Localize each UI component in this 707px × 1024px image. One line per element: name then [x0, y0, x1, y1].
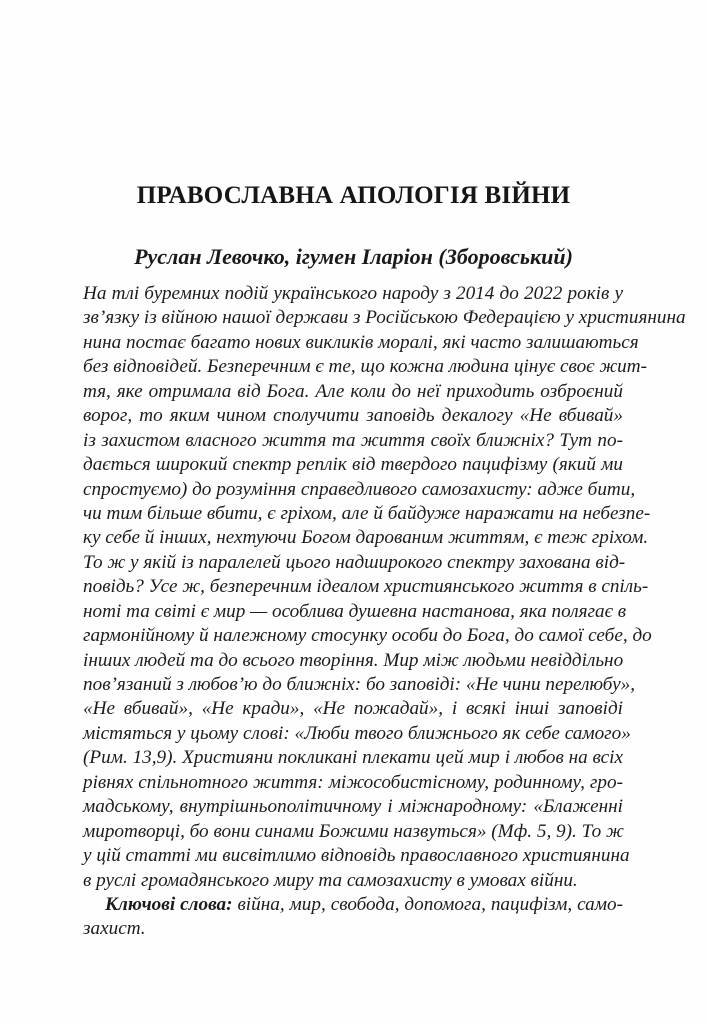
abstract-line: ку себе й інших, нехтуючи Богом дарованим життям, є теж гріхом.: [83, 527, 649, 549]
abstract-line: інших людей та до всього творіння. Мир між людьми невіддільно: [83, 649, 624, 671]
abstract-line: повідь? Усе ж, безперечним ідеалом християнського життя в спіль-: [83, 576, 649, 598]
abstract-line: мадському, внутрішньополітичному і міжнародному: «Блаженні: [83, 796, 623, 818]
abstract-line: нина постає багато нових викликів моралі, які часто залишаються: [83, 331, 639, 353]
abstract-line: зв’язку із війною нашої держави з Російською Федерацією у християнина: [83, 307, 686, 329]
abstract-line: спростуємо) до розуміння справедливого самозахисту: адже бити,: [83, 478, 636, 500]
abstract-line: чи тим більше вбити, є гріхом, але й байдуже наражати на небезпе-: [83, 502, 651, 524]
abstract-line: у цій статті ми висвітлимо відповідь православного християнина: [83, 845, 630, 867]
abstract-line: дається широкий спектр реплік від твердого пацифізму (який ми: [83, 454, 623, 476]
abstract-line: гармонійному й належному стосунку особи до Бога, до самої себе, до: [83, 625, 652, 647]
abstract-line: із захистом власного життя та життя своїх ближніх? Тут по-: [83, 429, 623, 451]
keywords-line: [83, 893, 623, 917]
abstract-line: тя, яке отримала від Бога. Але коли до неї приходить озброєний: [83, 380, 623, 402]
abstract-line: пов’язаний з любов’ю до ближніх: бо заповіді: «Не чини перелюбу»,: [83, 674, 636, 695]
article-authors: Руслан Левочко, ігумен Іларіон (Зборовський): [134, 244, 573, 269]
abstract: [83, 282, 686, 942]
abstract-line: рівнях спільнотного життя: міжособистісному, родинному, гро-: [83, 771, 623, 793]
abstract-line: містяться у цьому слові: «Люби твого ближнього як себе самого»: [83, 722, 631, 744]
abstract-line: миротворці, бо вони синами Божими назвуться» (Мф. 5, 9). То ж: [83, 820, 624, 842]
keywords-text: війна, мир, свобода, допомога, пацифізм, само-: [237, 893, 623, 915]
abstract-line: без відповідей. Безперечним є те, що кожна людина цінує своє жит-: [83, 356, 648, 378]
keywords-label: Ключові слова:: [105, 893, 233, 915]
keywords-line-continued: захист.: [83, 918, 146, 940]
abstract-line: «Не вбивай», «Не кради», «Не пожадай», і всякі інші заповіді: [83, 698, 623, 720]
abstract-line: в руслі громадянського миру та самозахисту в умовах війни.: [83, 869, 578, 891]
abstract-line: (Рим. 13,9). Християни покликані плекати цей мир і любов на всіх: [83, 747, 623, 769]
abstract-line: То ж у якій із паралелей цього надширокого спектру захована від-: [83, 551, 626, 573]
abstract-line: На тлі буремних подій українського народу з 2014 до 2022 років у: [83, 283, 623, 304]
article-title: ПРАВОСЛАВНА АПОЛОГІЯ ВІЙНИ: [136, 182, 571, 209]
abstract-line: ворог, то яким чином сполучити заповідь декалогу «Не вбивай»: [83, 405, 623, 427]
abstract-line: ноті та світі є мир — особлива душевна настанова, яка полягає в: [83, 600, 627, 622]
